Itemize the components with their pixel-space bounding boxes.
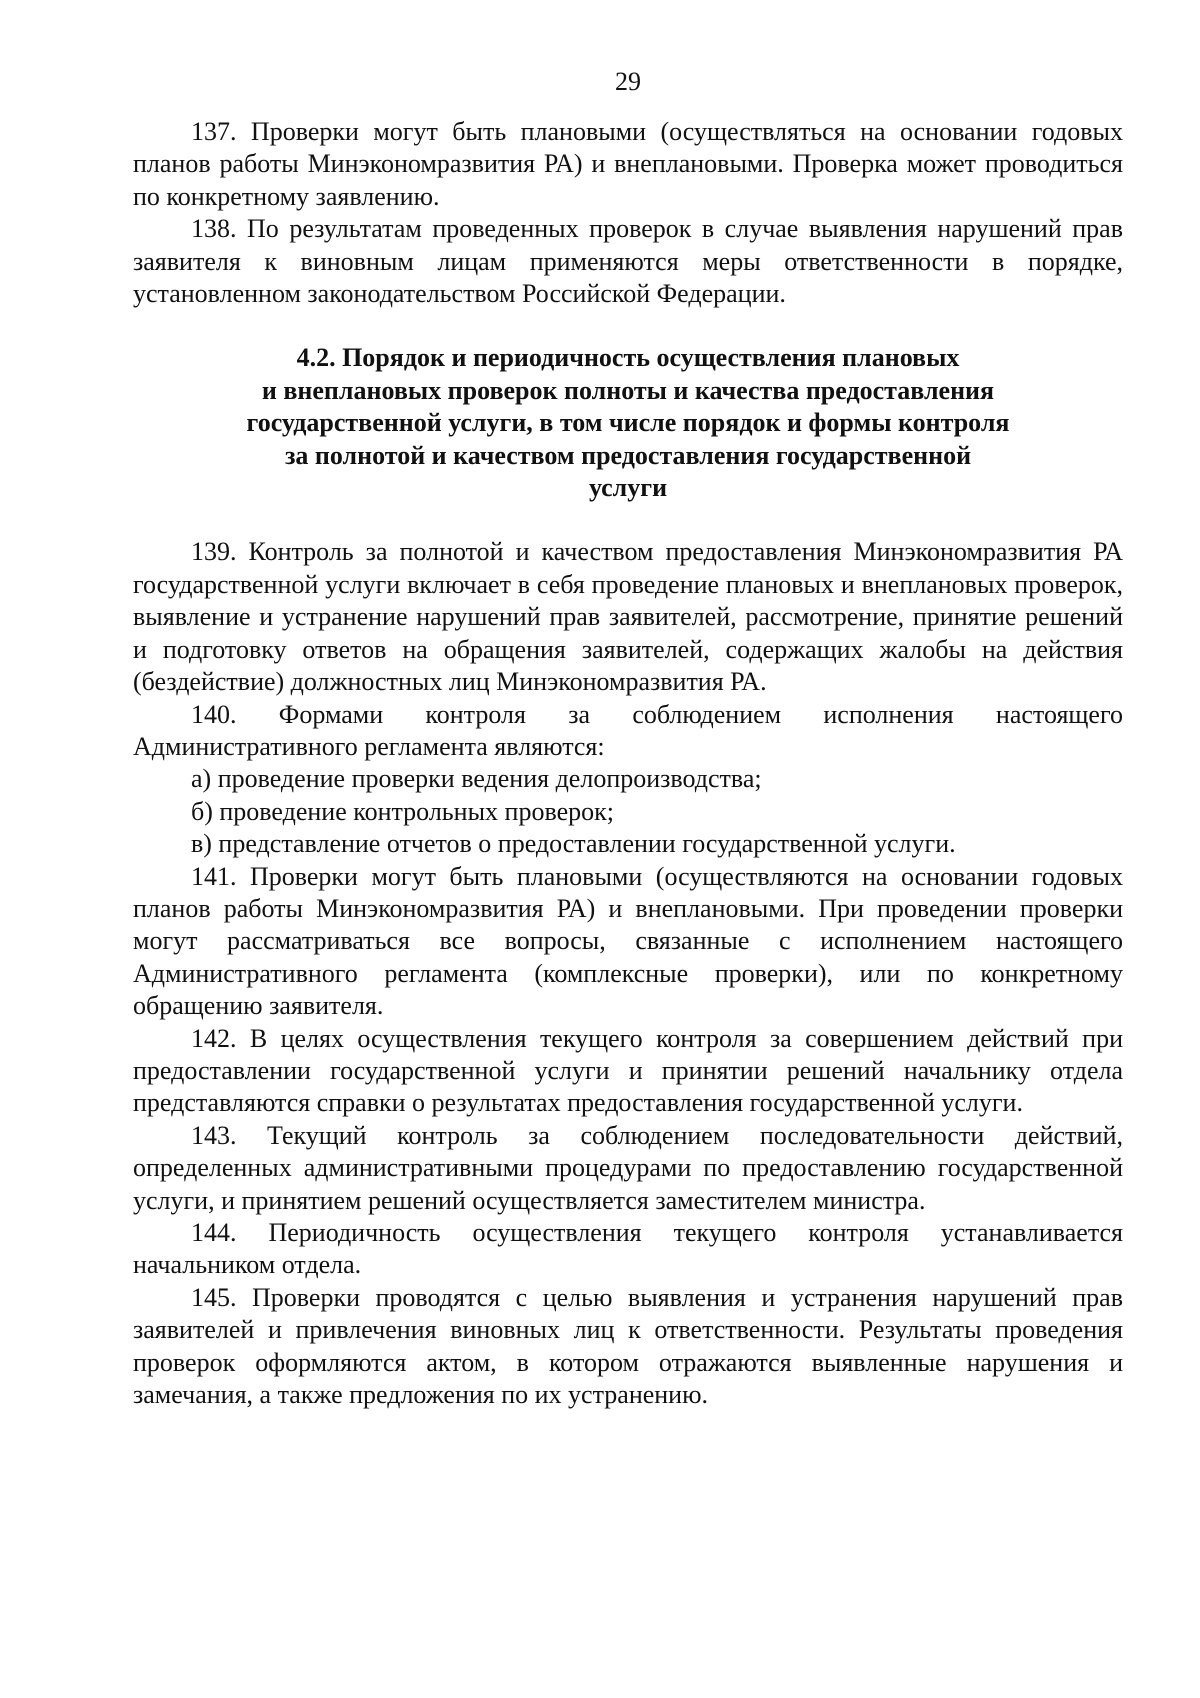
list-item-b: б) проведение контрольных проверок; <box>191 796 614 826</box>
paragraph-145: 145. Проверки проводятся с целью выявления и устранения нарушений прав заявителей и привлечения виновных лиц к ответственности. Результаты проведения проверок оформляются актом, в котором отражаются выявленные нарушения и замечания, а также предложения по их устранению. <box>133 1282 1123 1410</box>
paragraph-139: 139. Контроль за полнотой и качеством предоставления Минэкономразвития РА государственной услуги включает в себя проведение плановых и внеплановых проверок, выявление и устранение нарушений прав заявителей, рассмотрение, принятие решений и подготовку ответов на обращения заявителей, содержащих жалобы на действия (бездействие) должностных лиц Минэкономразвития РА. <box>133 537 1123 697</box>
paragraph-141: 141. Проверки могут быть плановыми (осуществляются на основании годовых планов работы Минэкономразвития РА) и внеплановыми. При проведении проверки могут рассматриваться все вопросы, связанные с исполнением настоящего Административного регламента (комплексные проверки), или по конкретному обращению заявителя. <box>133 861 1123 1021</box>
paragraph-140: 140. Формами контроля за соблюдением исполнения настоящего Административного регламента являются: <box>133 699 1123 761</box>
list-item-v: в) представление отчетов о предоставлении государственной услуги. <box>191 829 956 859</box>
list-item-a: а) проведение проверки ведения делопроизводства; <box>191 764 762 794</box>
section-heading-line: за полнотой и качеством предоставления государственной <box>284 440 972 470</box>
section-heading-4-2 <box>133 342 1123 504</box>
document-page <box>133 66 1123 1411</box>
paragraph-138: 138. По результатам проведенных проверок в случае выявления нарушений прав заявителя к виновным лицам применяются меры ответственности в порядке, установленном законодательством Российской Федерации. <box>133 214 1123 309</box>
paragraph-144: 144. Периодичность осуществления текущего контроля устанавливается начальником отдела. <box>133 1218 1123 1280</box>
paragraph-142: 142. В целях осуществления текущего контроля за совершением действий при предоставлении государственной услуги и принятии решений начальнику отдела представляются справки о результатах предоставления государственной услуги. <box>133 1023 1123 1118</box>
section-heading-line: и внеплановых проверок полноты и качества предоставления <box>261 375 995 405</box>
section-heading-line: услуги <box>588 473 668 503</box>
section-heading-line: 4.2. Порядок и периодичность осуществления плановых <box>296 343 960 373</box>
paragraph-143: 143. Текущий контроль за соблюдением последовательности действий, определенных административными процедурами по предоставлению государственной услуги, и принятием решений осуществляется заместителем министра. <box>133 1120 1123 1215</box>
page-number: 29 <box>615 67 641 96</box>
section-heading-line: государственной услуги, в том числе порядок и формы контроля <box>246 408 1010 438</box>
paragraph-137: 137. Проверки могут быть плановыми (осуществляться на основании годовых планов работы Минэкономразвития РА) и внеплановыми. Проверка может проводиться по конкретному заявлению. <box>133 117 1123 211</box>
